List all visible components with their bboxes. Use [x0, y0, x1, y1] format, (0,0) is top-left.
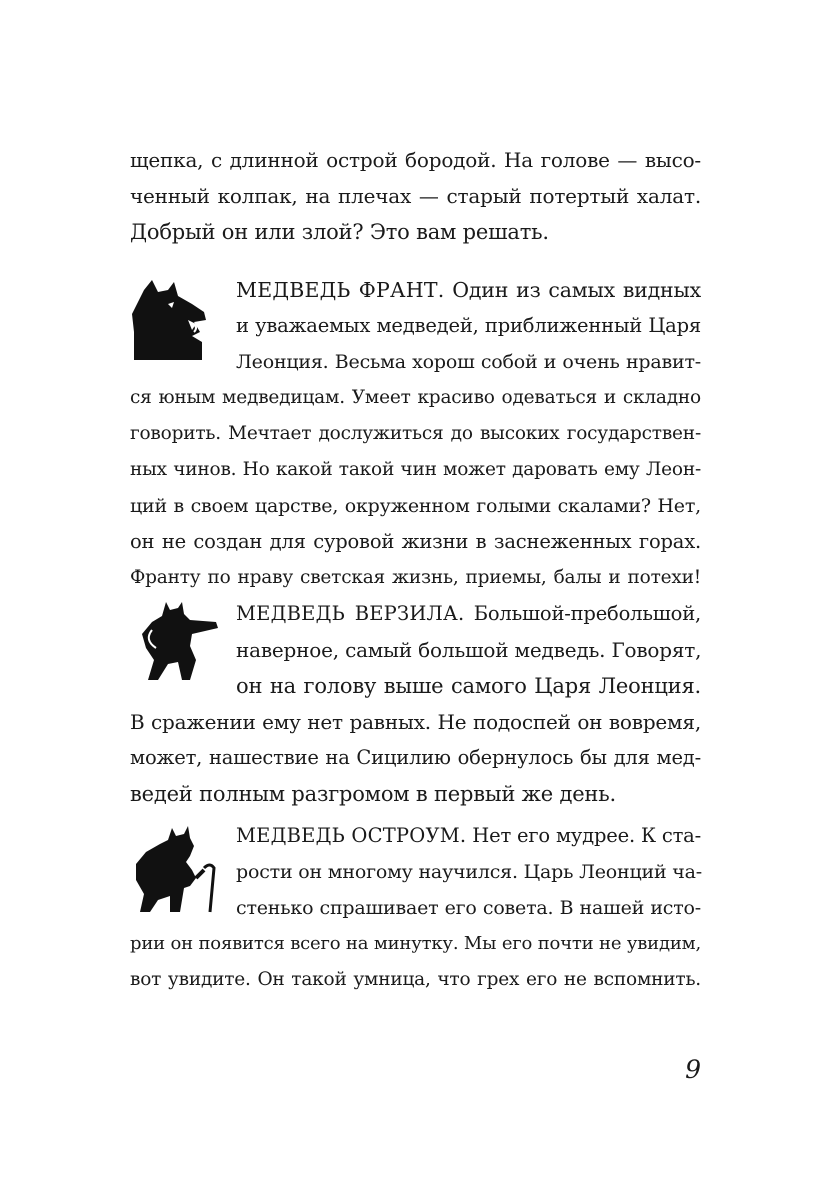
- text-line: он на голову выше самого Царя Леонция.: [236, 674, 701, 698]
- text-line: В сражении ему нет равных. Не подоспей он вовремя,: [130, 710, 701, 734]
- text-line: Леонция. Весьма хорош собой и очень нравит-: [236, 351, 701, 373]
- text-line: ведей полным разгромом в первый же день.: [130, 782, 616, 806]
- entry-bear-verzila: [130, 596, 701, 812]
- bear-with-cane-icon: [130, 824, 220, 914]
- text-line: ся юным медведицам. Умеет красиво одеваться и складно: [130, 387, 701, 408]
- entry-name: МЕДВЕДЬ ВЕРЗИЛА.: [236, 602, 465, 625]
- text-line: Добрый он или злой? Это вам решать.: [130, 220, 549, 244]
- entry-text: Нет его мудрее. К ста-: [466, 824, 701, 847]
- entry-name: МЕДВЕДЬ ФРАНТ.: [236, 278, 445, 302]
- entry-bear-ostroum: [130, 818, 701, 998]
- text-line: Франту по нраву светская жизнь, приемы, балы и потехи!: [130, 567, 701, 588]
- entry-text: Большой-пребольшой,: [464, 602, 702, 625]
- entry-name: МЕДВЕДЬ ОСТРОУМ.: [236, 824, 467, 847]
- bear-head-icon: [130, 280, 210, 362]
- entry-first-line: [130, 272, 701, 308]
- entry-text: Один из самых видных: [444, 278, 701, 302]
- text-line: стенько спрашивает его совета. В нашей исто-: [236, 897, 701, 919]
- text-line: говорить. Мечтает дослужиться до высоких государствен-: [130, 423, 701, 444]
- text-line: он не создан для суровой жизни в заснеженных горах.: [130, 530, 701, 553]
- text-line: ченный колпак, на плечах — старый потертый халат.: [130, 184, 701, 208]
- text-line: может, нашествие на Сицилию обернулось бы для мед-: [130, 746, 701, 769]
- text-line: рости он многому научился. Царь Леонций ча-: [236, 861, 702, 883]
- text-line: вот увидите. Он такой умница, что грех его не вспомнить.: [130, 969, 701, 990]
- intro-paragraph: [130, 142, 701, 250]
- entry-bear-frant: [130, 272, 701, 596]
- text-line: щепка, с длинной острой бородой. На голове — высо-: [130, 148, 701, 172]
- text-line: ных чинов. Но какой такой чин может даровать ему Леон-: [130, 459, 701, 480]
- page-number: 9: [685, 1055, 701, 1084]
- text-line: ций в своем царстве, окруженном голыми скалами? Нет,: [130, 495, 701, 517]
- text-line: и уважаемых медведей, приближенный Царя: [236, 314, 701, 337]
- bear-walking-icon: [130, 600, 220, 682]
- text-line: наверное, самый большой медведь. Говорят,: [236, 638, 702, 662]
- text-line: рии он появится всего на минутку. Мы его почти не увидим,: [130, 933, 701, 954]
